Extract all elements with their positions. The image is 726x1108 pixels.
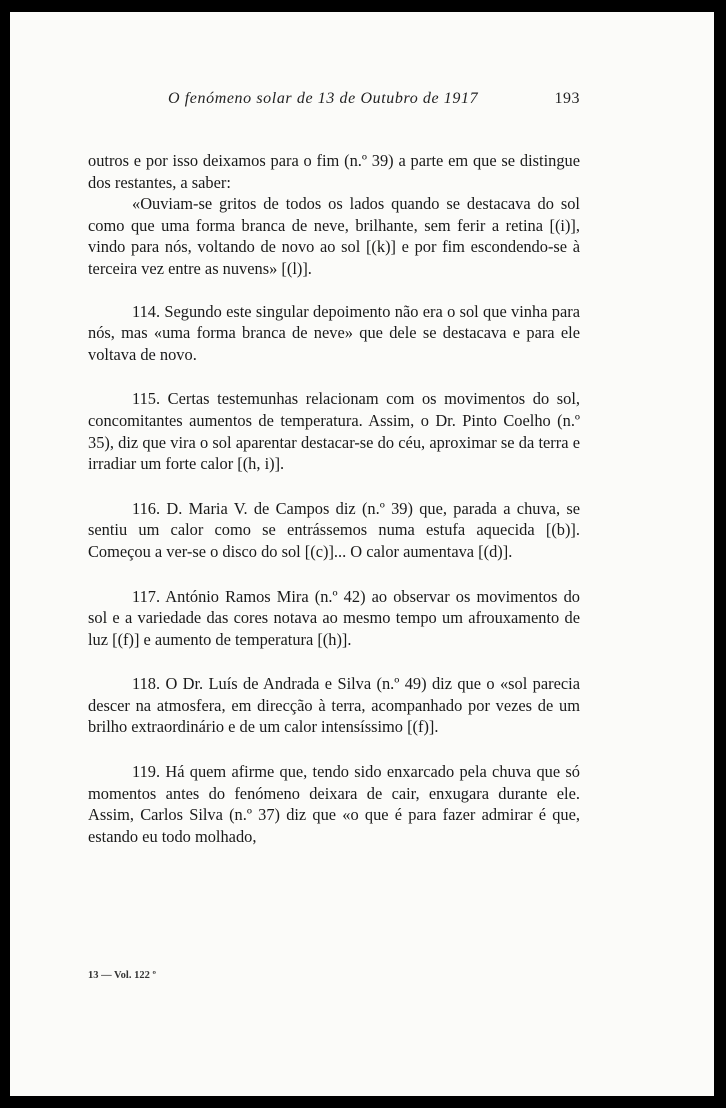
paragraph-118: 118. O Dr. Luís de Andrada e Silva (n.º 49) diz que o «sol parecia descer na atmosfera, em direcção à terra, acompanhado por vezes de um brilho extraordinário e de um calor intensíssimo [(f)]. bbox=[88, 674, 580, 737]
page-number: 193 bbox=[554, 90, 580, 107]
book-page bbox=[10, 12, 714, 1096]
quotation-paragraph: «Ouviam-se gritos de todos os lados quando se destacava do sol como que uma forma branca de neve, brilhante, sem ferir a retina [(i)], vindo para nós, voltando de novo ao sol [(k)] e por fim escondendo-se à terceira vez entre as nuvens» [(l)]. bbox=[88, 194, 580, 278]
paragraph-115: 115. Certas testemunhas relacionam com os movimentos do sol, concomitantes aumentos de temperatura. Assim, o Dr. Pinto Coelho (n.º 35), diz que vira o sol aparentar destacar-se do céu, aproximar se da terra e irradiar um forte calor [(h, i)]. bbox=[88, 389, 580, 474]
paragraph-117: 117. António Ramos Mira (n.º 42) ao observar os movimentos do sol e a variedade das cores notava ao mesmo tempo um afrouxamento de luz [(f)] e aumento de temperatura [(h)]. bbox=[88, 586, 580, 649]
paragraph-continuation: outros e por isso deixamos para o fim (n.º 39) a parte em que se distingue dos restantes, a saber: bbox=[88, 151, 580, 192]
paragraph-116: 116. D. Maria V. de Campos diz (n.º 39) que, parada a chuva, se sentiu um calor como se entrássemos numa estufa aquecida [(b)]. Começou a ver-se o disco do sol [(c)]... O calor aumentava [(d)]. bbox=[88, 498, 580, 561]
signature-mark: 13 — Vol. 122 º bbox=[88, 970, 156, 981]
running-header bbox=[88, 90, 580, 114]
paragraph-114: 114. Segundo este singular depoimento não era o sol que vinha para nós, mas «uma forma branca de neve» que dele se destacava e para ele voltava de novo. bbox=[88, 301, 580, 364]
running-title: O fenómeno solar de 13 de Outubro de 1917 bbox=[168, 90, 479, 107]
paragraph-119: 119. Há quem afirme que, tendo sido enxarcado pela chuva que só momentos antes do fenómeno deixara de cair, enxugara durante ele. Assim, Carlos Silva (n.º 37) diz que «o que é para fazer admirar é que, estando eu todo molhado, bbox=[88, 762, 580, 846]
body-text bbox=[88, 150, 580, 847]
